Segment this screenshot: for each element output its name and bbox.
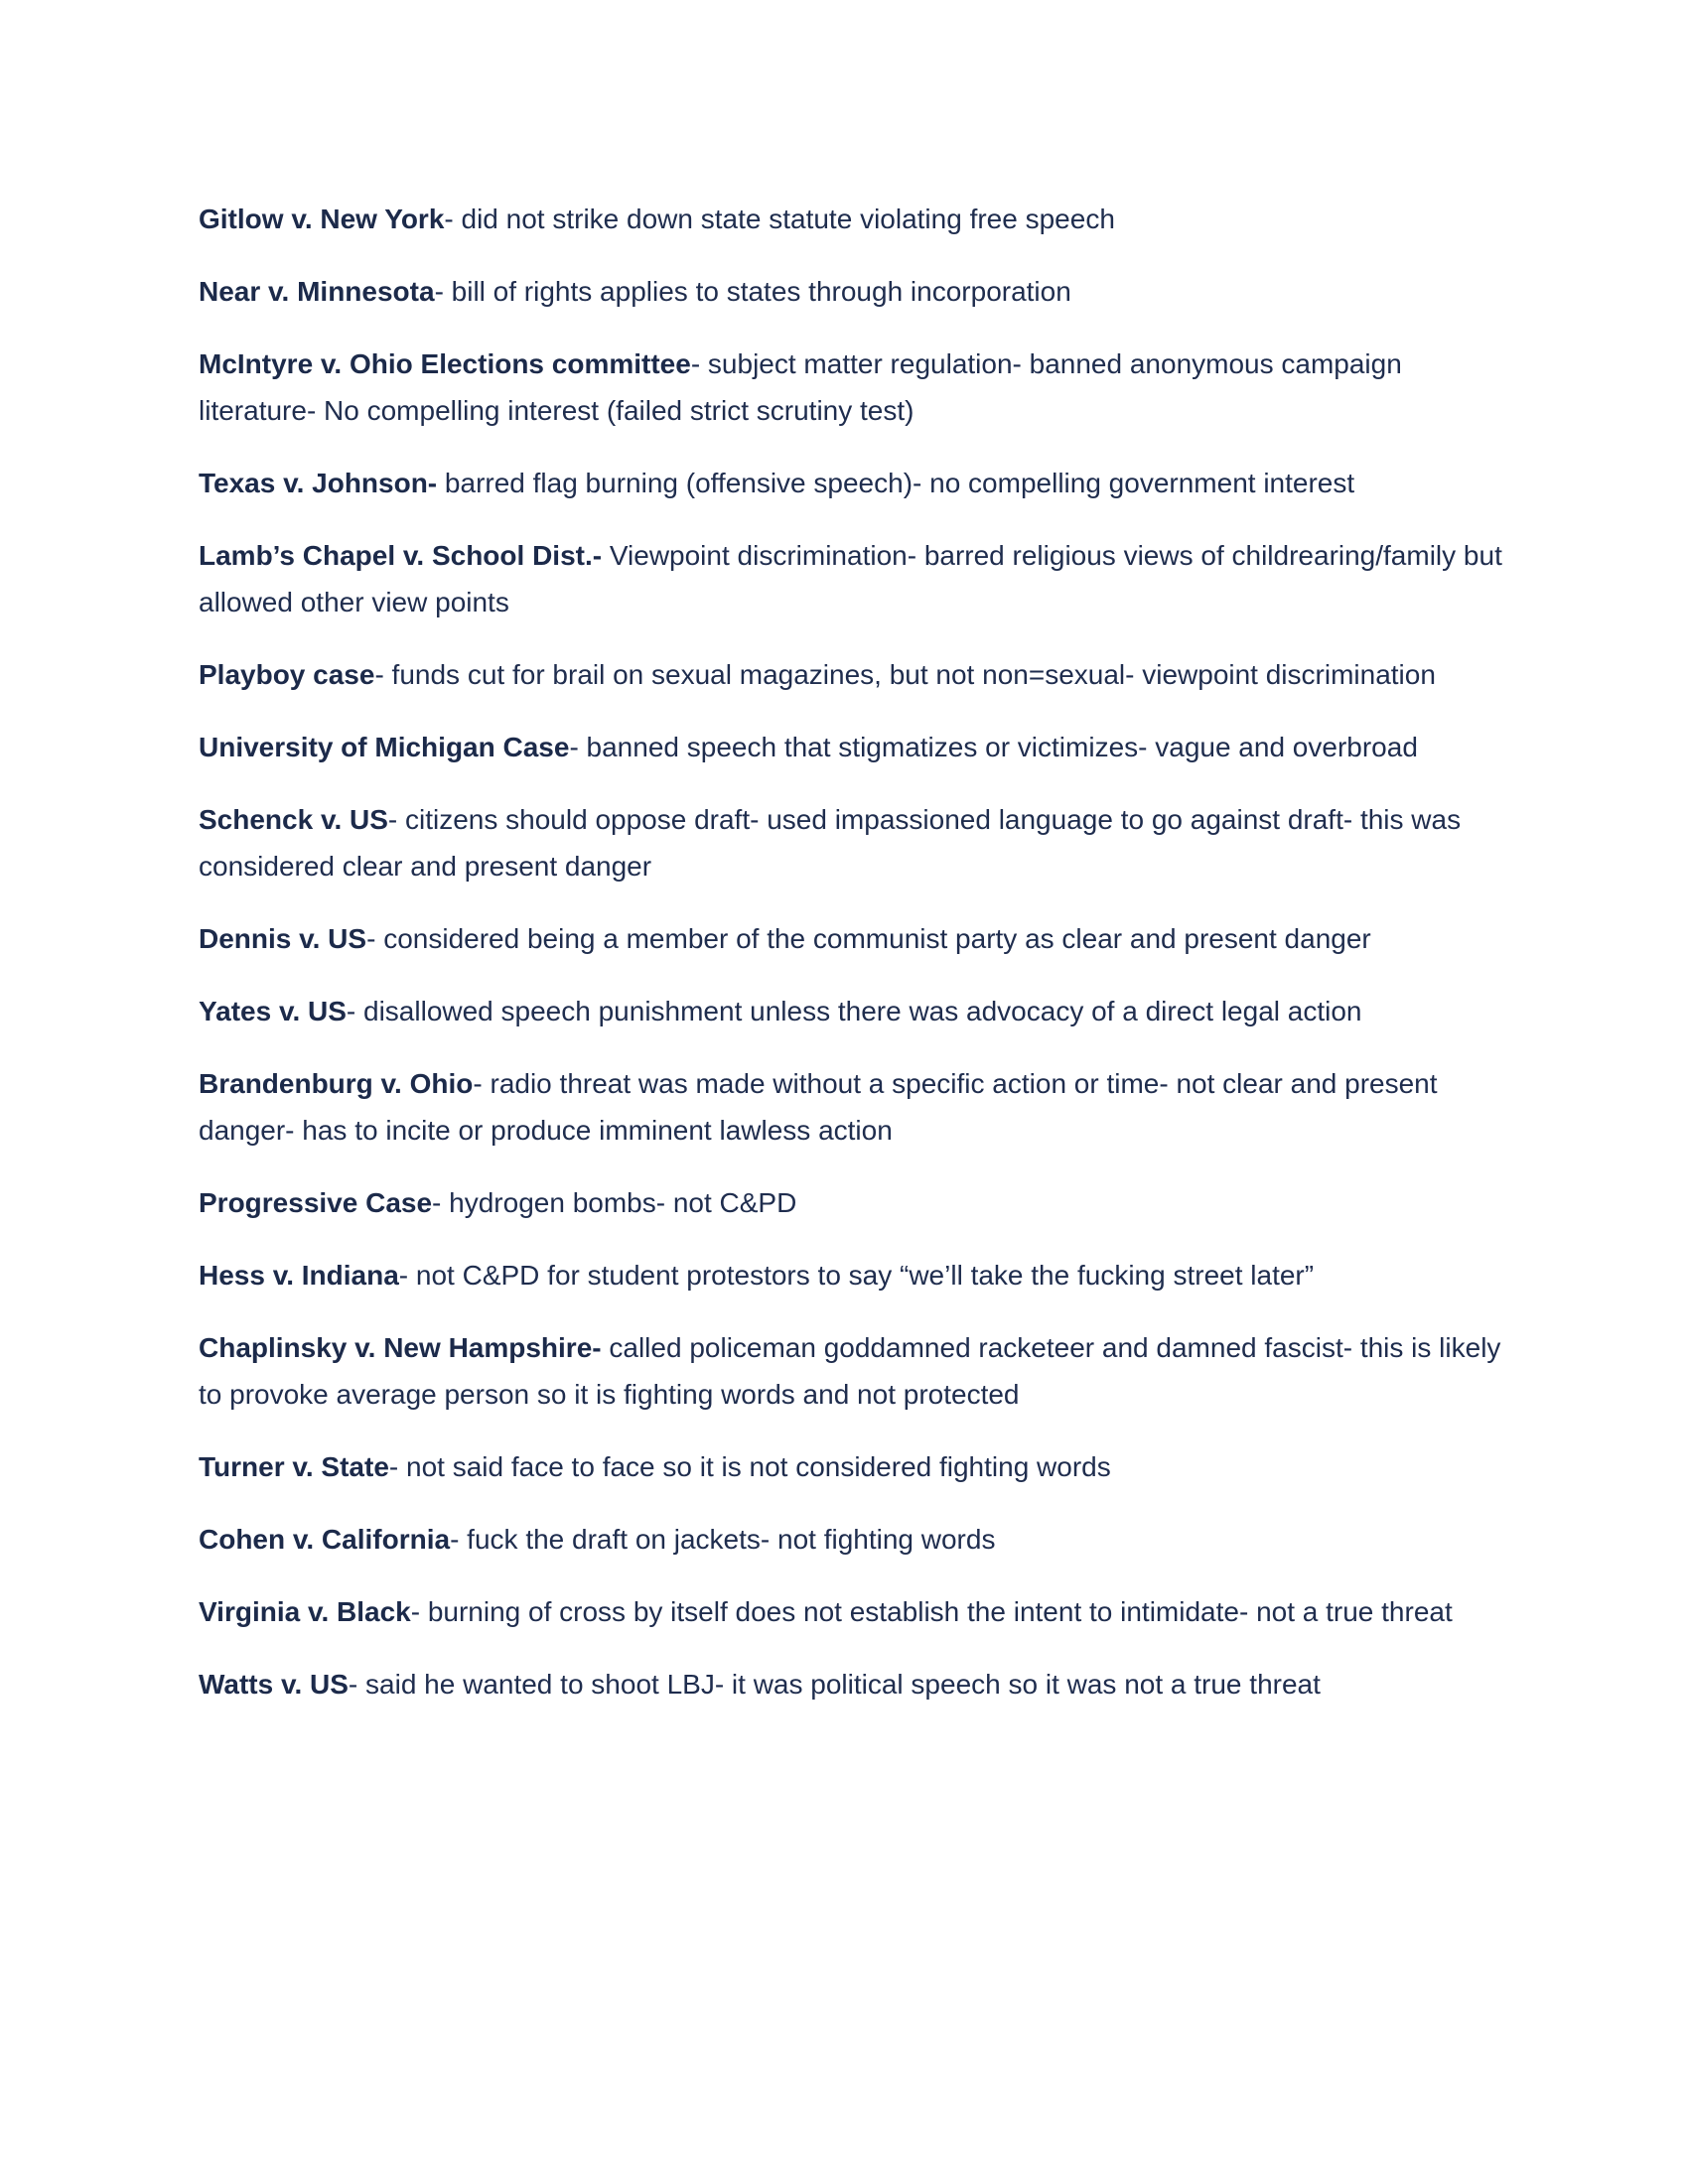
case-entry [199, 651, 1509, 698]
case-name: McIntyre v. Ohio Elections committee [199, 348, 691, 379]
case-description: - disallowed speech punishment unless there was advocacy of a direct legal action [346, 996, 1362, 1026]
case-description: Viewpoint discrimination- barred religious views of childrearing/family but allowed other view points [199, 540, 1502, 617]
case-name: Watts v. US [199, 1669, 349, 1700]
case-entry [199, 724, 1509, 770]
case-name: Dennis v. US [199, 923, 367, 954]
case-description: - funds cut for brail on sexual magazines, but not non=sexual- viewpoint discrimination [374, 659, 1436, 690]
case-description: barred flag burning (offensive speech)- no compelling government interest [437, 468, 1355, 498]
case-description: - subject matter regulation- banned anonymous campaign literature- No compelling interest (failed strict scrutiny test) [199, 348, 1402, 426]
case-description: - radio threat was made without a specific action or time- not clear and present danger- has to incite or produce imminent lawless action [199, 1068, 1438, 1146]
case-description: - fuck the draft on jackets- not fighting words [450, 1524, 996, 1555]
case-name: Turner v. State [199, 1451, 389, 1482]
case-description: - banned speech that stigmatizes or victimizes- vague and overbroad [569, 732, 1418, 762]
case-entry [199, 1516, 1509, 1563]
case-entry [199, 1179, 1509, 1226]
case-name: Playboy case [199, 659, 375, 690]
case-description: - said he wanted to shoot LBJ- it was political speech so it was not a true threat [348, 1669, 1321, 1700]
case-name: Hess v. Indiana [199, 1260, 399, 1291]
case-entry [199, 1443, 1509, 1490]
case-entry [199, 532, 1509, 625]
case-entry [199, 196, 1509, 242]
case-description: - hydrogen bombs- not C&PD [432, 1187, 797, 1218]
case-entry [199, 988, 1509, 1034]
case-description: - did not strike down state statute violating free speech [444, 204, 1115, 234]
case-entry [199, 1324, 1509, 1418]
case-name: Cohen v. California [199, 1524, 451, 1555]
case-entry [199, 341, 1509, 434]
case-name: Texas v. Johnson- [199, 468, 438, 498]
case-description: - burning of cross by itself does not establish the intent to intimidate- not a true threat [410, 1596, 1453, 1627]
case-entry [199, 915, 1509, 962]
case-description: - not said face to face so it is not considered fighting words [388, 1451, 1111, 1482]
case-description: - considered being a member of the communist party as clear and present danger [366, 923, 1371, 954]
case-description: called policeman goddamned racketeer and damned fascist- this is likely to provoke average person so it is fighting words and not protected [199, 1332, 1501, 1410]
case-name: Progressive Case [199, 1187, 433, 1218]
case-list [199, 196, 1509, 1733]
case-name: Virginia v. Black [199, 1596, 411, 1627]
case-name: University of Michigan Case [199, 732, 570, 762]
case-entry [199, 460, 1509, 506]
case-entry [199, 1060, 1509, 1154]
case-entry [199, 796, 1509, 889]
case-name: Near v. Minnesota [199, 276, 435, 307]
case-entry [199, 1661, 1509, 1707]
case-name: Brandenburg v. Ohio [199, 1068, 474, 1099]
case-name: Gitlow v. New York [199, 204, 445, 234]
case-name: Schenck v. US [199, 804, 388, 835]
case-description: - not C&PD for student protestors to say “we’ll take the fucking street later” [398, 1260, 1315, 1291]
case-name: Lamb’s Chapel v. School Dist.- [199, 540, 603, 571]
case-entry [199, 268, 1509, 315]
case-name: Chaplinsky v. New Hampshire- [199, 1332, 602, 1363]
case-description: - bill of rights applies to states through incorporation [434, 276, 1071, 307]
case-name: Yates v. US [199, 996, 347, 1026]
case-entry [199, 1252, 1509, 1298]
case-description: - citizens should oppose draft- used impassioned language to go against draft- this was considered clear and present danger [199, 804, 1462, 882]
case-entry [199, 1588, 1509, 1635]
